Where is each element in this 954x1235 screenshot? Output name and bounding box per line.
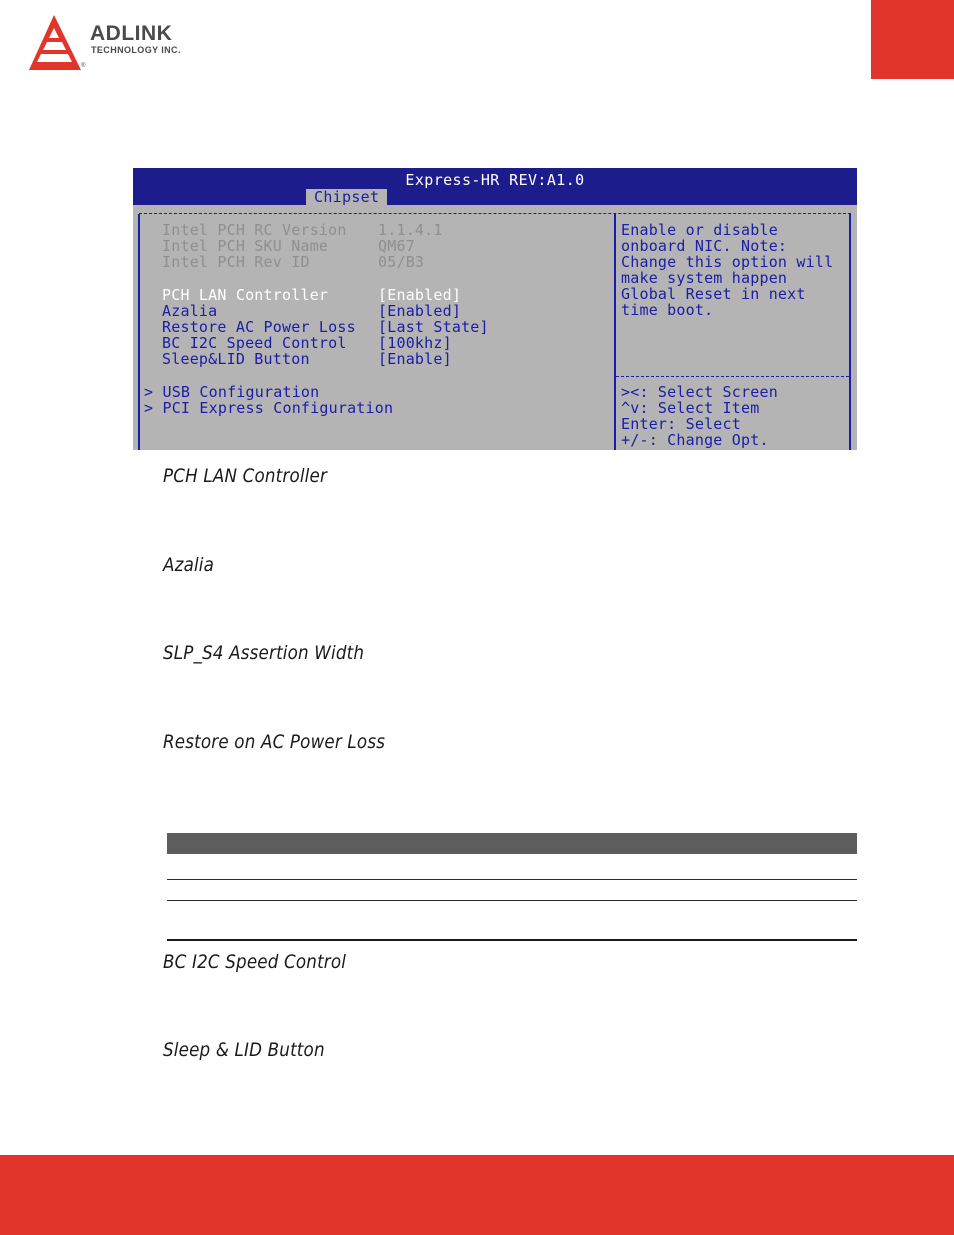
help-line: time boot. [621,301,714,319]
section-heading-slp-s4: SLP_S4 Assertion Width [163,642,365,664]
setting-value: [100khz] [378,334,452,352]
logo-subtitle: TECHNOLOGY INC. [91,45,181,55]
frame-right [849,214,851,450]
help-line: Global Reset in next [621,285,806,303]
submenu-usb-configuration[interactable]: > USB Configuration [144,383,320,401]
section-heading-pch-lan: PCH LAN Controller [163,465,328,487]
bios-title-bar [133,168,857,205]
section-heading-sleep-lid: Sleep & LID Button [163,1039,325,1061]
frame-left [138,214,140,450]
setting-label: BC I2C Speed Control [162,334,347,352]
key-hint: ><: Select Screen [621,383,778,401]
section-heading-i2c-speed: BC I2C Speed Control [163,951,347,973]
info-label: Intel PCH SKU Name [162,237,329,255]
table-header [167,833,857,854]
section-heading-restore-ac: Restore on AC Power Loss [163,731,386,753]
help-separator [616,376,849,377]
info-label: Intel PCH Rev ID [162,253,310,271]
info-label: Intel PCH RC Version [162,221,347,239]
bios-screen [133,168,857,450]
submenu-pci-express-configuration[interactable]: > PCI Express Configuration [144,399,394,417]
key-hint: ^v: Select Item [621,399,760,417]
corner-tab [871,0,954,79]
frame-top [139,213,851,214]
section-heading-azalia: Azalia [163,554,215,576]
setting-label: Restore AC Power Loss [162,318,356,336]
table-bottom-rule [167,939,857,941]
logo-wordmark: ADLINK [90,22,173,45]
setting-label: Sleep&LID Button [162,350,310,368]
frame-divider [614,214,616,450]
info-value: QM67 [378,237,415,255]
setting-label: PCH LAN Controller [162,286,329,304]
help-line: make system happen [621,269,788,287]
help-line: Change this option will [621,253,834,271]
key-hint: Enter: Select [621,415,741,433]
info-value: 1.1.4.1 [378,221,443,239]
help-line: onboard NIC. Note: [621,237,788,255]
footer-bar [0,1155,954,1235]
setting-value: [Enabled] [378,302,462,320]
table-row-divider [167,879,857,880]
setting-value: [Enabled] [378,286,462,304]
setting-value: [Last State] [378,318,489,336]
key-hint: +/-: Change Opt. [621,431,769,449]
info-value: 05/B3 [378,253,425,271]
setting-value: [Enable] [378,350,452,368]
setting-label: Azalia [162,302,218,320]
tab-chipset[interactable]: Chipset [306,189,387,205]
registered-mark: ® [81,63,86,69]
table-row-divider [167,900,857,901]
help-line: Enable or disable [621,221,778,239]
bios-title: Express-HR REV:A1.0 [405,171,585,189]
